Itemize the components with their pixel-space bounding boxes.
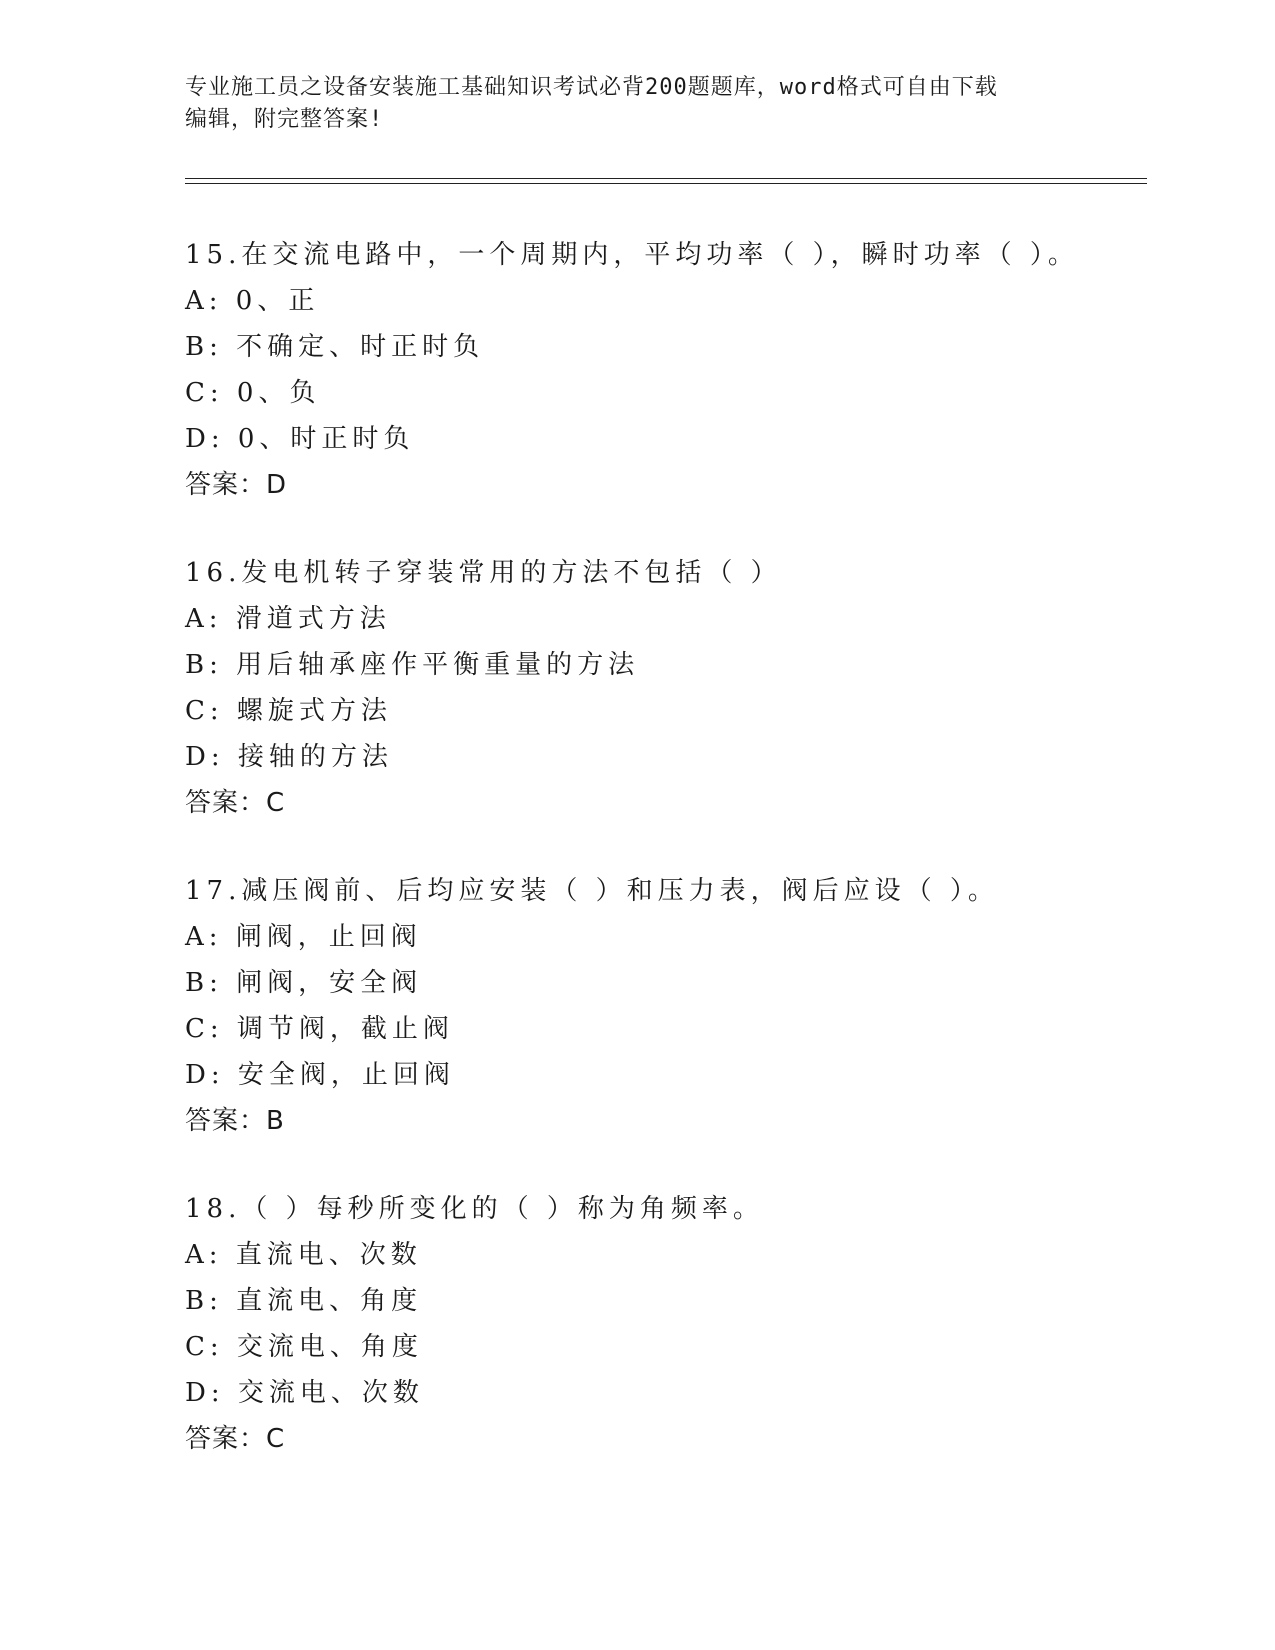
option-c: C: 0、负 [185,378,321,408]
option-b: B: 不确定、时正时负 [185,332,485,362]
answer: 答案：D [185,470,288,500]
option-a: A: 闸阀，止回阀 [185,922,422,952]
option-a: A: 0、正 [185,286,320,316]
option-a: A: 滑道式方法 [185,604,391,634]
question-title: 18.（ ）每秒所变化的（ ）称为角频率。 [185,1194,764,1224]
answer: 答案：C [185,788,286,818]
header-line-1: 专业施工员之设备安装施工基础知识考试必背200题题库，word格式可自由下载 [185,75,998,100]
header-divider-bottom [185,183,1147,184]
option-d: D: 接轴的方法 [185,742,393,772]
header-line-2: 编辑，附完整答案! [185,107,384,132]
header-divider-top [185,178,1147,179]
option-d: D: 安全阀，止回阀 [185,1060,455,1090]
question-17 [185,868,1145,1144]
question-title: 17.减压阀前、后均应安装（ ）和压力表，阀后应设（ ）。 [185,876,999,906]
option-d: D: 0、时正时负 [185,424,415,454]
question-16 [185,550,1145,826]
answer: 答案：B [185,1106,285,1136]
option-b: B: 闸阀，安全阀 [185,968,423,998]
question-18 [185,1186,1145,1462]
option-a: A: 直流电、次数 [185,1240,422,1270]
question-title: 15.在交流电路中，一个周期内，平均功率（ ），瞬时功率（ ）。 [185,240,1079,270]
option-c: C: 调节阀，截止阀 [185,1014,454,1044]
option-b: B: 用后轴承座作平衡重量的方法 [185,650,640,680]
option-b: B: 直流电、角度 [185,1286,423,1316]
document-header [185,72,1085,136]
question-title: 16.发电机转子穿装常用的方法不包括（ ） [185,558,782,588]
option-d: D: 交流电、次数 [185,1378,424,1408]
question-15 [185,232,1145,508]
option-c: C: 交流电、角度 [185,1332,423,1362]
option-c: C: 螺旋式方法 [185,696,392,726]
answer: 答案：C [185,1424,286,1454]
